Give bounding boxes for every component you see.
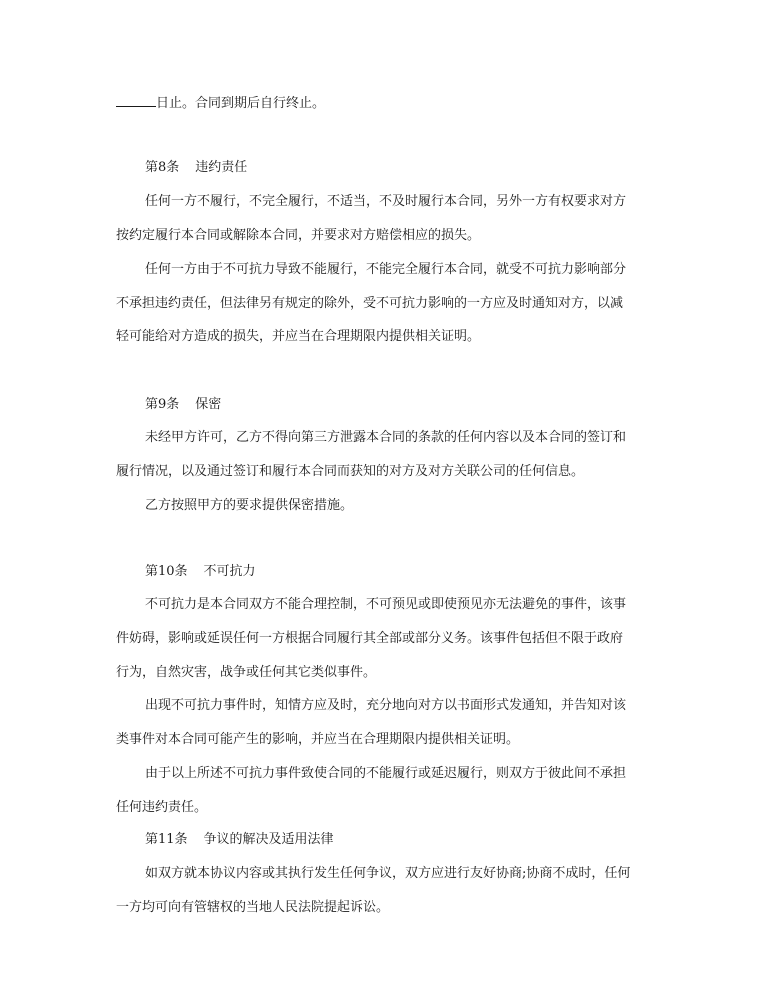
article-8-heading <box>145 160 247 176</box>
article-title: 保密 <box>195 397 222 412</box>
article-title: 不可抗力 <box>203 564 256 579</box>
paragraph-line: 任何一方不履行，不完全履行，不适当，不及时履行本合同，另外一方有权要求对方 <box>145 194 627 209</box>
paragraph-line: 如双方就本协议内容或其执行发生任何争议，双方应进行友好协商;协商不成时，任何 <box>145 866 631 881</box>
paragraph-line: 件妨碍，影响或延误任何一方根据合同履行其全部或部分义务。该事件包括但不限于政府 <box>116 631 624 646</box>
article-title: 违约责任 <box>195 160 248 175</box>
article-number: 第9条 <box>145 397 180 412</box>
article-9-heading <box>145 397 221 413</box>
paragraph-line: 任何一方由于不可抗力导致不能履行，不能完全履行本合同，就受不可抗力影响部分 <box>145 262 627 277</box>
paragraph-line: 不承担违约责任，但法律另有规定的除外，受不可抗力影响的一方应及时通知对方，以减 <box>116 296 624 311</box>
article-title: 争议的解决及适用法律 <box>203 832 334 847</box>
paragraph-line: 类事件对本合同可能产生的影响，并应当在合理期限内提供相关证明。 <box>116 732 520 747</box>
term-end-text: 日止。合同到期后自行终止。 <box>156 96 326 111</box>
date-blank <box>116 94 156 107</box>
paragraph-line: 不可抗力是本合同双方不能合理控制，不可预见或即使预见亦无法避免的事件，该事 <box>145 597 627 612</box>
paragraph-line: 任何违约责任。 <box>116 800 208 815</box>
paragraph-line: 履行情况，以及通过签订和履行本合同而获知的对方及对方关联公司的任何信息。 <box>116 464 585 479</box>
paragraph-line: 未经甲方许可，乙方不得向第三方泄露本合同的条款的任何内容以及本合同的签订和 <box>145 430 627 445</box>
paragraph-line: 出现不可抗力事件时，知情方应及时，充分地向对方以书面形式发通知，并告知对该 <box>145 698 627 713</box>
paragraph-line: 行为，自然灾害，战争或任何其它类似事件。 <box>116 665 377 680</box>
term-end-line <box>116 94 325 112</box>
paragraph-line: 由于以上所述不可抗力事件致使合同的不能履行或延迟履行，则双方于彼此间不承担 <box>145 766 627 781</box>
article-number: 第11条 <box>145 832 188 847</box>
paragraph-line: 轻可能给对方造成的损失，并应当在合理期限内提供相关证明。 <box>116 329 481 344</box>
paragraph-line: 乙方按照甲方的要求提供保密措施。 <box>145 498 354 513</box>
article-11-heading <box>145 832 334 848</box>
paragraph-line: 一方均可向有管辖权的当地人民法院提起诉讼。 <box>116 900 390 915</box>
article-number: 第8条 <box>145 160 180 175</box>
article-10-heading <box>145 564 256 580</box>
article-number: 第10条 <box>145 564 188 579</box>
paragraph-line: 按约定履行本合同或解除本合同，并要求对方赔偿相应的损失。 <box>116 228 481 243</box>
